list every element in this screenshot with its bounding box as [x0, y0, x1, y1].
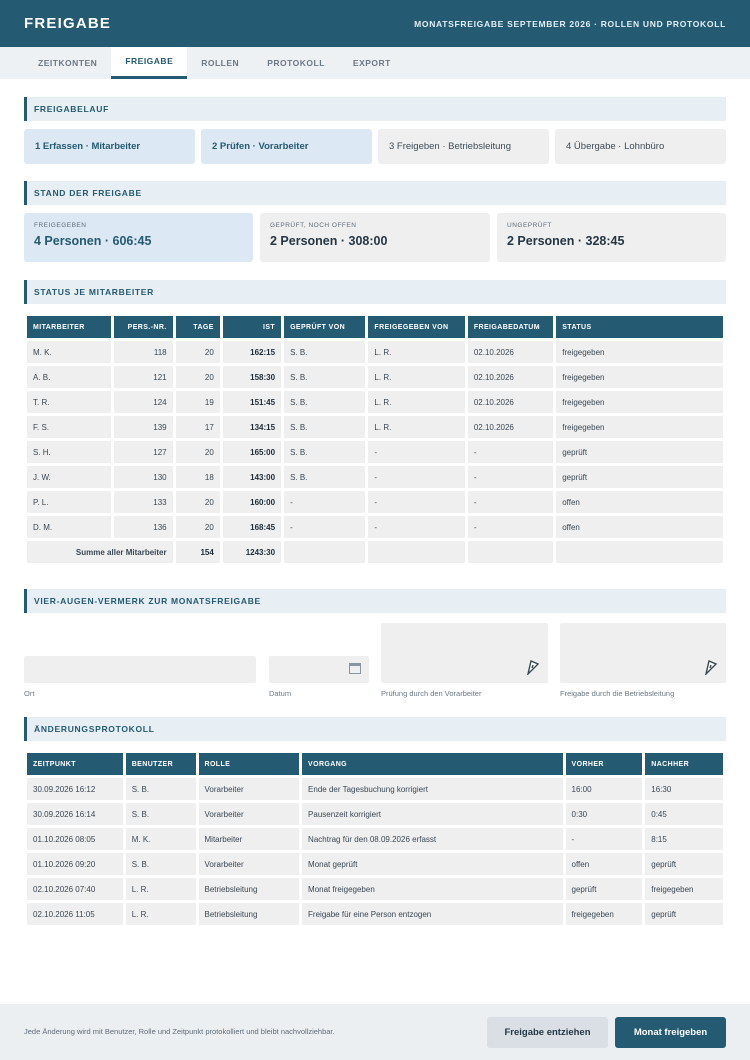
place-label: Ort — [24, 689, 35, 698]
table-cell: 30.09.2026 16:14 — [27, 803, 123, 825]
section-title: STAND DER FREIGABE — [34, 188, 142, 198]
table-cell: L. R. — [368, 391, 464, 413]
approver-label: Freigabe durch die Betriebsleitung — [560, 689, 675, 698]
stat-card-approved — [24, 213, 253, 262]
table-cell: 121 — [114, 366, 172, 388]
revoke-approval-button[interactable]: Freigabe entziehen — [487, 1017, 608, 1048]
table-cell: Betriebsleitung — [199, 903, 300, 925]
table-row — [27, 466, 723, 488]
table-row — [27, 341, 723, 363]
table-cell: S. B. — [126, 778, 196, 800]
table-cell: - — [468, 466, 553, 488]
table-cell: 02.10.2026 — [468, 391, 553, 413]
section-title: VIER-AUGEN-VERMERK ZUR MONATSFREIGABE — [34, 596, 261, 606]
section-signoff-header — [24, 589, 726, 613]
table-cell: 17 — [176, 416, 220, 438]
table-cell: S. B. — [284, 466, 365, 488]
table-cell: 20 — [176, 491, 220, 513]
tab-rollen[interactable]: ROLLEN — [201, 58, 240, 68]
reviewer-signature-field[interactable] — [381, 623, 548, 683]
audit-note: Jede Änderung wird mit Benutzer, Rolle und Zeitpunkt protokolliert und bleibt nachvollziehbar. — [24, 1027, 335, 1036]
table-row — [27, 878, 723, 900]
table-cell: 136 — [114, 516, 172, 538]
stat-label: FREIGEGEBEN — [34, 222, 87, 229]
column-header: TAGE — [176, 316, 220, 338]
workflow-step-approve[interactable]: 3 Freigeben · Betriebsleitung — [378, 129, 549, 164]
table-cell: Betriebsleitung — [199, 878, 300, 900]
table-cell: - — [468, 516, 553, 538]
table-cell: 0:45 — [645, 803, 723, 825]
table-row — [27, 366, 723, 388]
table-cell: 8:15 — [645, 828, 723, 850]
table-cell: P. L. — [27, 491, 111, 513]
table-cell: 127 — [114, 441, 172, 463]
table-cell: geprüft — [556, 441, 723, 463]
table-row — [27, 516, 723, 538]
section-status-header — [24, 181, 726, 205]
table-cell: freigegeben — [556, 416, 723, 438]
table-row — [27, 491, 723, 513]
stat-label: UNGEPRÜFT — [507, 222, 552, 229]
table-row — [27, 391, 723, 413]
reviewer-label: Prüfung durch den Vorarbeiter — [381, 689, 482, 698]
table-cell: L. R. — [368, 416, 464, 438]
column-header: NACHHER — [645, 753, 723, 775]
table-cell: 158:30 — [223, 366, 281, 388]
table-cell: 151:45 — [223, 391, 281, 413]
sum-row — [27, 541, 723, 563]
table-cell: 02.10.2026 07:40 — [27, 878, 123, 900]
stat-card-unreviewed — [497, 213, 726, 262]
empty-cell — [468, 541, 553, 563]
table-cell: Vorarbeiter — [199, 853, 300, 875]
table-row — [27, 803, 723, 825]
table-cell: geprüft — [645, 853, 723, 875]
table-cell: geprüft — [556, 466, 723, 488]
column-header: STATUS — [556, 316, 723, 338]
table-cell: 30.09.2026 16:12 — [27, 778, 123, 800]
table-cell: - — [468, 491, 553, 513]
table-cell: - — [368, 441, 464, 463]
table-cell: offen — [566, 853, 643, 875]
table-cell: 20 — [176, 441, 220, 463]
table-cell: 162:15 — [223, 341, 281, 363]
table-cell: - — [368, 466, 464, 488]
page-subtitle: MONATSFREIGABE SEPTEMBER 2026 · ROLLEN UND PROTOKOLL — [414, 18, 726, 29]
sum-label: Summe aller Mitarbeiter — [27, 541, 173, 563]
approver-signature-field[interactable] — [560, 623, 726, 683]
section-title: STATUS JE MITARBEITER — [34, 287, 155, 297]
table-cell: Freigabe für eine Person entzogen — [302, 903, 562, 925]
table-cell: 118 — [114, 341, 172, 363]
table-row — [27, 853, 723, 875]
column-header: VORHER — [566, 753, 643, 775]
signature-pen-icon — [526, 659, 540, 675]
signature-pen-icon — [704, 659, 718, 675]
section-title: ÄNDERUNGSPROTOKOLL — [34, 724, 155, 734]
table-cell: freigegeben — [556, 341, 723, 363]
changelog-table — [24, 750, 726, 928]
employee-status-table — [24, 313, 726, 566]
approve-month-button[interactable]: Monat freigeben — [615, 1017, 726, 1048]
table-cell: 16:30 — [645, 778, 723, 800]
column-header: GEPRÜFT VON — [284, 316, 365, 338]
table-cell: 168:45 — [223, 516, 281, 538]
action-footer — [0, 1004, 750, 1060]
table-cell: 02.10.2026 — [468, 366, 553, 388]
table-cell: Monat freigegeben — [302, 878, 562, 900]
table-cell: 143:00 — [223, 466, 281, 488]
workflow-step-review[interactable]: 2 Prüfen · Vorarbeiter — [201, 129, 372, 164]
table-row — [27, 441, 723, 463]
section-employees-header — [24, 280, 726, 304]
table-cell: Monat geprüft — [302, 853, 562, 875]
table-cell: F. S. — [27, 416, 111, 438]
table-cell: 20 — [176, 516, 220, 538]
table-cell: 16:00 — [566, 778, 643, 800]
stat-value: 4 Personen · 606:45 — [34, 234, 152, 248]
table-cell: L. R. — [368, 366, 464, 388]
table-cell: geprüft — [566, 878, 643, 900]
stat-label: GEPRÜFT, NOCH OFFEN — [270, 222, 357, 229]
table-cell: offen — [556, 491, 723, 513]
table-cell: - — [566, 828, 643, 850]
column-header: PERS.-NR. — [114, 316, 172, 338]
table-cell: 02.10.2026 — [468, 416, 553, 438]
empty-cell — [556, 541, 723, 563]
tab-protokoll[interactable]: PROTOKOLL — [267, 58, 325, 68]
table-cell: 165:00 — [223, 441, 281, 463]
table-cell: 18 — [176, 466, 220, 488]
column-header: MITARBEITER — [27, 316, 111, 338]
table-cell: geprüft — [645, 903, 723, 925]
table-cell: T. R. — [27, 391, 111, 413]
table-cell: S. B. — [126, 803, 196, 825]
table-cell: freigegeben — [566, 903, 643, 925]
table-cell: L. R. — [368, 341, 464, 363]
workflow-step-handover[interactable]: 4 Übergabe · Lohnbüro — [555, 129, 726, 164]
column-header: FREIGEGEBEN VON — [368, 316, 464, 338]
section-workflow-header — [24, 97, 726, 121]
table-cell: 160:00 — [223, 491, 281, 513]
date-label: Datum — [269, 689, 292, 698]
section-changelog-header — [24, 717, 726, 741]
table-cell: A. B. — [27, 366, 111, 388]
stat-card-reviewed — [260, 213, 490, 262]
table-cell: S. B. — [126, 853, 196, 875]
table-cell: - — [368, 491, 464, 513]
app-header — [0, 0, 750, 47]
table-cell: 130 — [114, 466, 172, 488]
table-cell: - — [284, 516, 365, 538]
table-row — [27, 903, 723, 925]
table-row — [27, 778, 723, 800]
sum-days: 154 — [176, 541, 220, 563]
table-cell: Pausenzeit korrigiert — [302, 803, 562, 825]
table-cell: S. B. — [284, 441, 365, 463]
table-cell: freigegeben — [556, 391, 723, 413]
table-cell: freigegeben — [556, 366, 723, 388]
table-cell: Vorarbeiter — [199, 778, 300, 800]
calendar-icon[interactable] — [349, 663, 361, 674]
column-header: ZEITPUNKT — [27, 753, 123, 775]
table-cell: M. K. — [126, 828, 196, 850]
table-cell: - — [284, 491, 365, 513]
table-cell: 139 — [114, 416, 172, 438]
table-cell: Vorarbeiter — [199, 803, 300, 825]
table-cell: 19 — [176, 391, 220, 413]
workflow-step-capture[interactable]: 1 Erfassen · Mitarbeiter — [24, 129, 195, 164]
table-cell: 20 — [176, 341, 220, 363]
table-cell: J. W. — [27, 466, 111, 488]
column-header: IST — [223, 316, 281, 338]
table-cell: 0:30 — [566, 803, 643, 825]
sum-hours: 1243:30 — [223, 541, 281, 563]
table-cell: freigegeben — [645, 878, 723, 900]
tab-export[interactable]: EXPORT — [352, 58, 391, 68]
column-header: VORGANG — [302, 753, 562, 775]
table-cell: 133 — [114, 491, 172, 513]
table-cell: S. B. — [284, 341, 365, 363]
table-cell: - — [368, 516, 464, 538]
empty-cell — [284, 541, 365, 563]
app-title: FREIGABE — [24, 15, 112, 32]
empty-cell — [368, 541, 464, 563]
table-row — [27, 828, 723, 850]
column-header: ROLLE — [199, 753, 300, 775]
table-cell: 01.10.2026 09:20 — [27, 853, 123, 875]
tab-zeitkonten[interactable]: ZEITKONTEN — [38, 58, 98, 68]
date-field[interactable] — [269, 656, 369, 683]
table-cell: S. B. — [284, 366, 365, 388]
table-cell: D. M. — [27, 516, 111, 538]
table-cell: 134:15 — [223, 416, 281, 438]
tab-bar — [0, 47, 750, 79]
table-cell: L. R. — [126, 903, 196, 925]
table-cell: 20 — [176, 366, 220, 388]
table-cell: 02.10.2026 11:05 — [27, 903, 123, 925]
table-cell: Mitarbeiter — [199, 828, 300, 850]
table-row — [27, 416, 723, 438]
stat-value: 2 Personen · 308:00 — [270, 234, 388, 248]
section-title: FREIGABELAUF — [34, 104, 109, 114]
column-header: BENUTZER — [126, 753, 196, 775]
table-cell: S. B. — [284, 391, 365, 413]
stat-value: 2 Personen · 328:45 — [507, 234, 625, 248]
table-cell: S. B. — [284, 416, 365, 438]
table-cell: offen — [556, 516, 723, 538]
table-cell: Nachtrag für den 08.09.2026 erfasst — [302, 828, 562, 850]
table-cell: 01.10.2026 08:05 — [27, 828, 123, 850]
tab-freigabe[interactable]: FREIGABE — [111, 47, 187, 79]
table-cell: S. H. — [27, 441, 111, 463]
table-cell: L. R. — [126, 878, 196, 900]
column-header: FREIGABEDATUM — [468, 316, 553, 338]
table-cell: Ende der Tagesbuchung korrigiert — [302, 778, 562, 800]
table-cell: 124 — [114, 391, 172, 413]
table-cell: - — [468, 441, 553, 463]
table-cell: M. K. — [27, 341, 111, 363]
place-field[interactable] — [24, 656, 256, 683]
table-cell: 02.10.2026 — [468, 341, 553, 363]
